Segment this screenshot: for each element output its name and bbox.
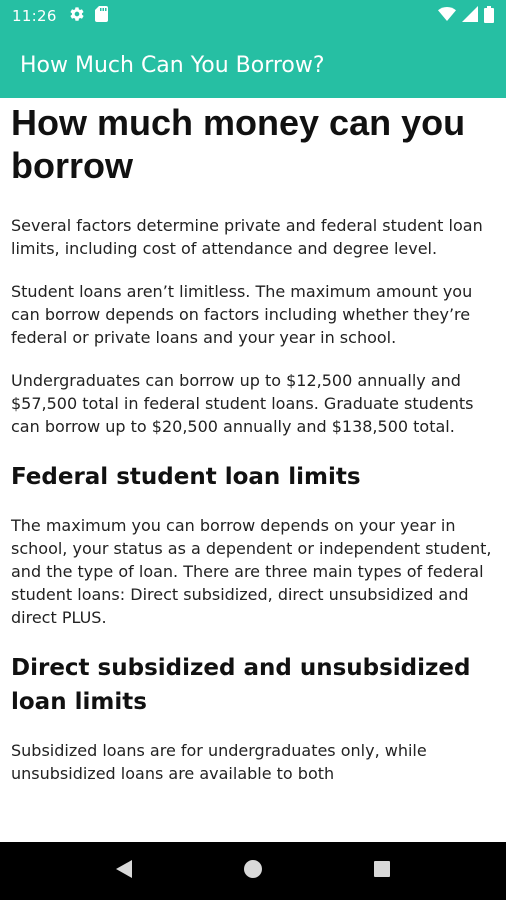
section2-paragraph: Subsidized loans are for undergraduates only, while unsubsidized loans are available to both: [11, 741, 427, 783]
article-heading: How much money can you borrow: [11, 102, 466, 186]
section1-heading: Federal student loan limits: [11, 464, 361, 490]
home-button[interactable]: [233, 851, 273, 891]
section1-paragraph: The maximum you can borrow depends on your year in school, your status as a dependent or independent student, and the type of loan. There are three main types of federal student loans: Direct subsidized, direct unsubsidized and direct PLUS.: [11, 516, 492, 627]
intro-paragraph-2: Student loans aren’t limitless. The maximum amount you can borrow depends on factors including whether they’re federal or private loans and your year in school.: [11, 282, 473, 347]
navigation-bar: [0, 842, 506, 900]
section2-heading: Direct subsidized and unsubsidized loan limits: [11, 655, 471, 715]
status-left-icons: [69, 6, 108, 26]
article-content[interactable]: [0, 98, 506, 842]
intro-paragraph-3: Undergraduates can borrow up to $12,500 annually and $57,500 total in federal student loans. Graduate students can borrow up to $20,500 annually and $138,500 total.: [11, 371, 474, 436]
status-bar: [0, 0, 506, 32]
battery-icon: [484, 6, 494, 27]
gear-icon: [69, 6, 85, 26]
status-time: 11:26: [12, 7, 57, 25]
recents-button[interactable]: [362, 851, 402, 891]
app-bar: [0, 32, 506, 98]
back-icon: [115, 859, 133, 884]
wifi-icon: [438, 6, 456, 26]
status-right-icons: [438, 6, 494, 27]
recents-icon: [373, 860, 391, 883]
app-title: How Much Can You Borrow?: [20, 52, 325, 78]
sd-card-icon: [95, 6, 108, 26]
intro-paragraph-1: Several factors determine private and federal student loan limits, including cost of attendance and degree level.: [11, 216, 483, 258]
back-button[interactable]: [104, 851, 144, 891]
home-icon: [243, 859, 263, 884]
signal-icon: [462, 6, 478, 26]
